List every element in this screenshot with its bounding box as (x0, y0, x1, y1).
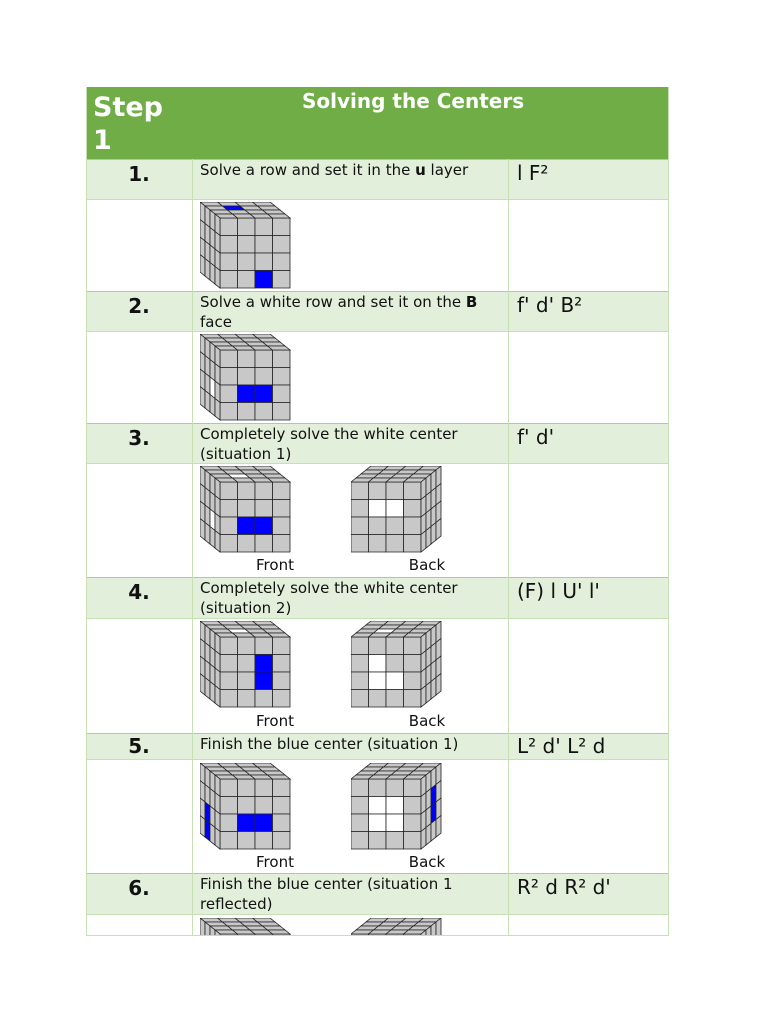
step-description: Solve a white row and set it on the B face (200, 293, 478, 331)
cube-sticker (220, 517, 238, 535)
cube-sticker (273, 535, 291, 553)
column-divider (192, 159, 193, 936)
cube-sticker (255, 482, 273, 500)
step-row (86, 159, 669, 199)
cube-sticker (273, 797, 291, 815)
cube-sticker (386, 797, 404, 815)
cube-sticker (369, 500, 387, 518)
step-description: Solve a row and set it in the u layer (200, 161, 469, 179)
cube-sticker (436, 816, 441, 838)
back-caption: Back (408, 712, 446, 730)
cube-sticker (238, 637, 256, 655)
cube-sticker (220, 655, 238, 673)
column-divider (508, 159, 509, 936)
cube-sticker (351, 500, 369, 518)
cube-front-step3 (200, 466, 306, 556)
cube-sticker (238, 779, 256, 797)
cube-sticker (369, 637, 387, 655)
cube-sticker (369, 517, 387, 535)
cube-sticker (421, 531, 426, 553)
cube-sticker (220, 482, 238, 500)
cube-sticker (369, 797, 387, 815)
step-row (86, 733, 669, 759)
cube-sticker (386, 832, 404, 850)
front-caption: Front (256, 853, 294, 871)
cube-sticker (255, 797, 273, 815)
cube-sticker (220, 271, 238, 289)
cube-sticker (273, 253, 291, 271)
step-moves: f' d' (517, 425, 555, 449)
cube-sticker (369, 672, 387, 690)
cube-sticker (273, 637, 291, 655)
cube-sticker (386, 690, 404, 708)
cube-sticker (351, 672, 369, 690)
cube-sticker (238, 672, 256, 690)
step-row (86, 291, 669, 331)
cube-sticker (386, 535, 404, 553)
cube-sticker (238, 271, 256, 289)
cube-sticker (200, 519, 205, 541)
cube-sticker (426, 527, 431, 549)
cube-sticker (220, 368, 238, 386)
cube-sticker (220, 672, 238, 690)
cube-sticker (220, 253, 238, 271)
cube-sticker (255, 672, 273, 690)
cube-front-step6 (200, 918, 306, 936)
cube-sticker (369, 690, 387, 708)
step-number: 1. (128, 162, 150, 186)
cube-sticker (421, 828, 426, 850)
cube-sticker (255, 368, 273, 386)
cube-sticker (426, 824, 431, 846)
cube-sticker (351, 832, 369, 850)
cube-sticker (404, 832, 422, 850)
cube-sticker (426, 682, 431, 704)
cube-sticker (238, 350, 256, 368)
cube-sticker (386, 637, 404, 655)
cube-sticker (273, 832, 291, 850)
cube-sticker (386, 672, 404, 690)
step-moves: R² d R² d' (517, 875, 611, 899)
step-number: 6. (128, 876, 150, 900)
illustration-row (86, 759, 669, 873)
step-moves: f' d' B² (517, 293, 583, 317)
cube-front-step5 (200, 763, 306, 853)
cube-back-step3 (351, 466, 457, 556)
step-number: 3. (128, 426, 150, 450)
cube-sticker (220, 814, 238, 832)
front-caption: Front (256, 556, 294, 574)
cube-sticker (238, 535, 256, 553)
step-number: 5. (128, 734, 150, 758)
cube-sticker (273, 779, 291, 797)
cube-sticker (215, 828, 220, 850)
cube-sticker (255, 350, 273, 368)
cube-sticker (369, 482, 387, 500)
step-description: Finish the blue center (situation 1) (200, 735, 459, 753)
cube-sticker (351, 814, 369, 832)
cube-back-step6 (351, 918, 457, 936)
cube-sticker (273, 482, 291, 500)
cube-sticker (404, 797, 422, 815)
cube-sticker (431, 820, 436, 842)
cube-sticker (404, 482, 422, 500)
step-description: Completely solve the white center (situation 2) (200, 579, 458, 617)
step-row (86, 577, 669, 618)
cube-sticker (205, 523, 210, 545)
cube-sticker (351, 690, 369, 708)
cube-sticker (255, 814, 273, 832)
cube-sticker (273, 368, 291, 386)
cube-sticker (404, 517, 422, 535)
illustration-row (86, 463, 669, 577)
cube-sticker (238, 655, 256, 673)
cube-sticker (369, 779, 387, 797)
cube-front-step4 (200, 621, 306, 711)
back-caption: Back (408, 853, 446, 871)
step-description: Completely solve the white center (situation 1) (200, 425, 458, 463)
step-number: 4. (128, 580, 150, 604)
cube-sticker (255, 832, 273, 850)
cube-sticker (351, 637, 369, 655)
cube-sticker (238, 368, 256, 386)
cube-sticker (386, 814, 404, 832)
cube-sticker (215, 399, 220, 421)
cube-sticker (215, 531, 220, 553)
cube-sticker (238, 482, 256, 500)
cube-sticker (200, 674, 205, 696)
cube-sticker (404, 500, 422, 518)
cube-sticker (351, 797, 369, 815)
cube-sticker (210, 395, 215, 417)
cube-sticker (238, 218, 256, 236)
cube-sticker (220, 832, 238, 850)
cube-sticker (404, 690, 422, 708)
cube-sticker (404, 535, 422, 553)
cube-sticker (255, 637, 273, 655)
cube-sticker (404, 814, 422, 832)
cube-sticker (255, 218, 273, 236)
cube-sticker (273, 672, 291, 690)
cube-sticker (210, 527, 215, 549)
cube-sticker (273, 655, 291, 673)
cube-sticker (404, 672, 422, 690)
cube-sticker (351, 779, 369, 797)
cube-sticker (210, 824, 215, 846)
cube-sticker (255, 690, 273, 708)
cube-sticker (220, 236, 238, 254)
cube-sticker (255, 253, 273, 271)
cube-sticker (205, 820, 210, 842)
cube-sticker (351, 482, 369, 500)
cube-sticker (386, 517, 404, 535)
cube-sticker (369, 814, 387, 832)
cube-sticker (215, 267, 220, 289)
cube-sticker (238, 814, 256, 832)
illustration-row (86, 914, 669, 936)
cube-sticker (238, 797, 256, 815)
cube-sticker (238, 690, 256, 708)
cube-sticker (273, 690, 291, 708)
step-moves: (F) l U' l' (517, 579, 600, 603)
cube-sticker (215, 686, 220, 708)
cube-sticker (220, 385, 238, 403)
cube-sticker (421, 686, 426, 708)
cube-sticker (369, 535, 387, 553)
cube-back-step4 (351, 621, 457, 711)
cube-sticker (273, 350, 291, 368)
cube-sticker (386, 482, 404, 500)
cube-sticker (273, 236, 291, 254)
cube-sticker (431, 678, 436, 700)
cube-sticker (220, 403, 238, 421)
illustration-row (86, 199, 669, 291)
step-row (86, 423, 669, 463)
cube-sticker (431, 523, 436, 545)
cube-sticker (220, 350, 238, 368)
cube-sticker (238, 500, 256, 518)
cube-sticker (404, 637, 422, 655)
cube-sticker (220, 500, 238, 518)
cube-sticker (386, 655, 404, 673)
cube-sticker (273, 271, 291, 289)
cube-sticker (210, 682, 215, 704)
cube-sticker (255, 385, 273, 403)
illustration-row (86, 331, 669, 423)
cube-sticker (273, 500, 291, 518)
cube-sticker (200, 816, 205, 838)
cube-sticker (238, 236, 256, 254)
cube-sticker (238, 385, 256, 403)
step-description: Finish the blue center (situation 1 reflected) (200, 875, 453, 913)
cube-back-step5 (351, 763, 457, 853)
cube-sticker (273, 403, 291, 421)
illustration-row (86, 618, 669, 733)
cube-sticker (255, 779, 273, 797)
cube-sticker (273, 814, 291, 832)
section-title: Solving the Centers (302, 89, 525, 113)
cube-sticker (255, 655, 273, 673)
cube-sticker (351, 517, 369, 535)
cube-sticker (205, 678, 210, 700)
cube-sticker (273, 385, 291, 403)
cube-sticker (273, 218, 291, 236)
cube-sticker (200, 255, 205, 277)
step-number: 2. (128, 294, 150, 318)
cube-sticker (220, 218, 238, 236)
cube-sticker (404, 779, 422, 797)
step-moves: L² d' L² d (517, 734, 606, 758)
cube-sticker (369, 655, 387, 673)
cube-sticker (436, 674, 441, 696)
cube-sticker (273, 517, 291, 535)
cube-sticker (351, 535, 369, 553)
cube-sticker (386, 500, 404, 518)
cube-sticker (200, 387, 205, 409)
cube-sticker (205, 259, 210, 281)
cube-sticker (436, 519, 441, 541)
cube-sticker (351, 655, 369, 673)
cube-sticker (255, 535, 273, 553)
step-row (86, 873, 669, 914)
steps-table (86, 87, 669, 936)
cube-diagram-step2 (200, 334, 306, 424)
cube-sticker (238, 517, 256, 535)
front-caption: Front (256, 712, 294, 730)
cube-sticker (210, 263, 215, 285)
step-moves: l F² (517, 161, 549, 185)
cube-sticker (386, 779, 404, 797)
cube-sticker (404, 655, 422, 673)
cube-sticker (369, 832, 387, 850)
cube-sticker (255, 271, 273, 289)
cube-sticker (255, 403, 273, 421)
back-caption: Back (408, 556, 446, 574)
step-label: Step 1 (93, 92, 163, 156)
cube-sticker (255, 500, 273, 518)
cube-sticker (220, 637, 238, 655)
cube-sticker (238, 253, 256, 271)
cube-sticker (220, 797, 238, 815)
cube-sticker (255, 517, 273, 535)
cube-diagram-step1 (200, 202, 306, 292)
cube-sticker (255, 236, 273, 254)
cube-sticker (220, 535, 238, 553)
cube-sticker (238, 403, 256, 421)
cube-sticker (205, 391, 210, 413)
table-header (86, 87, 669, 159)
cube-sticker (238, 832, 256, 850)
cube-sticker (220, 690, 238, 708)
cube-sticker (220, 779, 238, 797)
